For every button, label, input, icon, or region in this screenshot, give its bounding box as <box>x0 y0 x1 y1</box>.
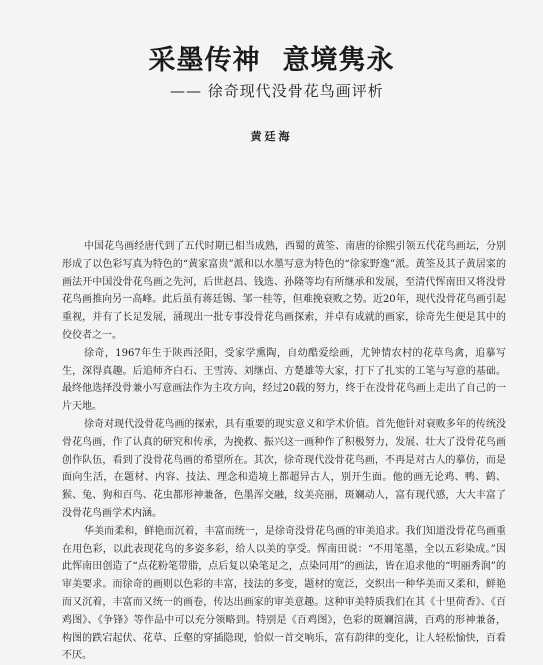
article-author: 黄廷海 <box>250 130 293 143</box>
paragraph-3: 徐奇对现代没骨花鸟画的探索，具有重要的现实意义和学术价值。首先他针对衰败多年的传统没骨花鸟画，作了认真的研究和传承，为挽救、振兴这一画种作了积极努力，发展、壮大了没骨花鸟画创作队伍，看到了没骨花鸟画的希望所在。其次，徐奇现代没骨花鸟画，不再是对古人的摹仿，而是面向生活，在题材、内容、技法、理念和造境上都超异古人，别开生面。他的画无论鸡、鸭、鹤、猴、兔、狗和百鸟、花虫都形神兼备，色墨浑交融，纹美亮丽，斑斓动人，富有现代感，大大丰富了没骨花鸟画学术内涵。 <box>62 418 506 519</box>
paragraph-1: 中国花鸟画经唐代到了五代时期已相当成熟，西蜀的黄筌、南唐的徐熙引领五代花鸟画坛，分别形成了以色彩写真为特色的“黄家富贵”派和以水墨写意为特色的“徐家野逸”派。黄筌及其子黄居寀的画法开中国没骨花鸟画之先河，后世赵昌、钱选、孙隆等均有所继承和发展，至清代恽南田又将没骨花鸟画推向另一高峰。此后虽有蒋廷锡、邹一桂等，但难挽衰败之势。近20年，现代没骨花鸟画引起重视，并有了长足发展，涌现出一批专事没骨花鸟画探索，并卓有成就的画家，徐奇先生便是其中的佼佼者之一。 <box>62 241 506 341</box>
paragraph-4: 华美而柔和，鲜艳而沉着，丰富而统一，是徐奇没骨花鸟画的审美追求。我们知道没骨花鸟画重在用色彩，以此表现花鸟的多姿多彩，给人以美的享受。恽南田说：“不用笔墨，全以五彩染成。”因此恽南田创造了“点花粉笔带脂，点后复以染笔足之，点染同用”的画法，皆在追求他的“明丽秀润”的审美要求。而徐奇的画则以色彩的丰富，技法的多变，题材的宽泛，交织出一种华美而又柔和，鲜艳而又沉着，丰富而又统一的画卷，传达出画家的审美意趣。这种审美特质我们在其《十里荷香》、《百鸡图》、《争锋》等作品中可以充分领略到。特别是《百鸡图》，色彩的斑斓渲满，百鸡的形神兼备，构图的跌宕起伏、花草、丘壑的穿插隐现，恰似一首交响乐，富有韵律的变化，让人轻松愉快，百看不厌。 <box>62 525 506 662</box>
paragraph-2: 徐奇，1967年生于陕西泾阳，受家学熏陶，自幼酷爱绘画，尤钟情农村的花草鸟禽，追摹写生，深得真趣。后追师齐白石、王雪涛、刘继卣、方楚雄等大家，打下了扎实的工笔与写意的基础。最终他选择没骨兼小写意画法作为主攻方向，经过20载的努力，终于在没骨花鸟画上走出了自己的一片天地。 <box>62 347 506 413</box>
title-main: 采墨传神 <box>148 45 261 76</box>
title-second: 意境隽永 <box>282 45 395 76</box>
article-title <box>0 38 543 77</box>
article-body <box>62 238 506 665</box>
article-subtitle: —— 徐奇现代没骨花鸟画评析 <box>170 82 384 100</box>
